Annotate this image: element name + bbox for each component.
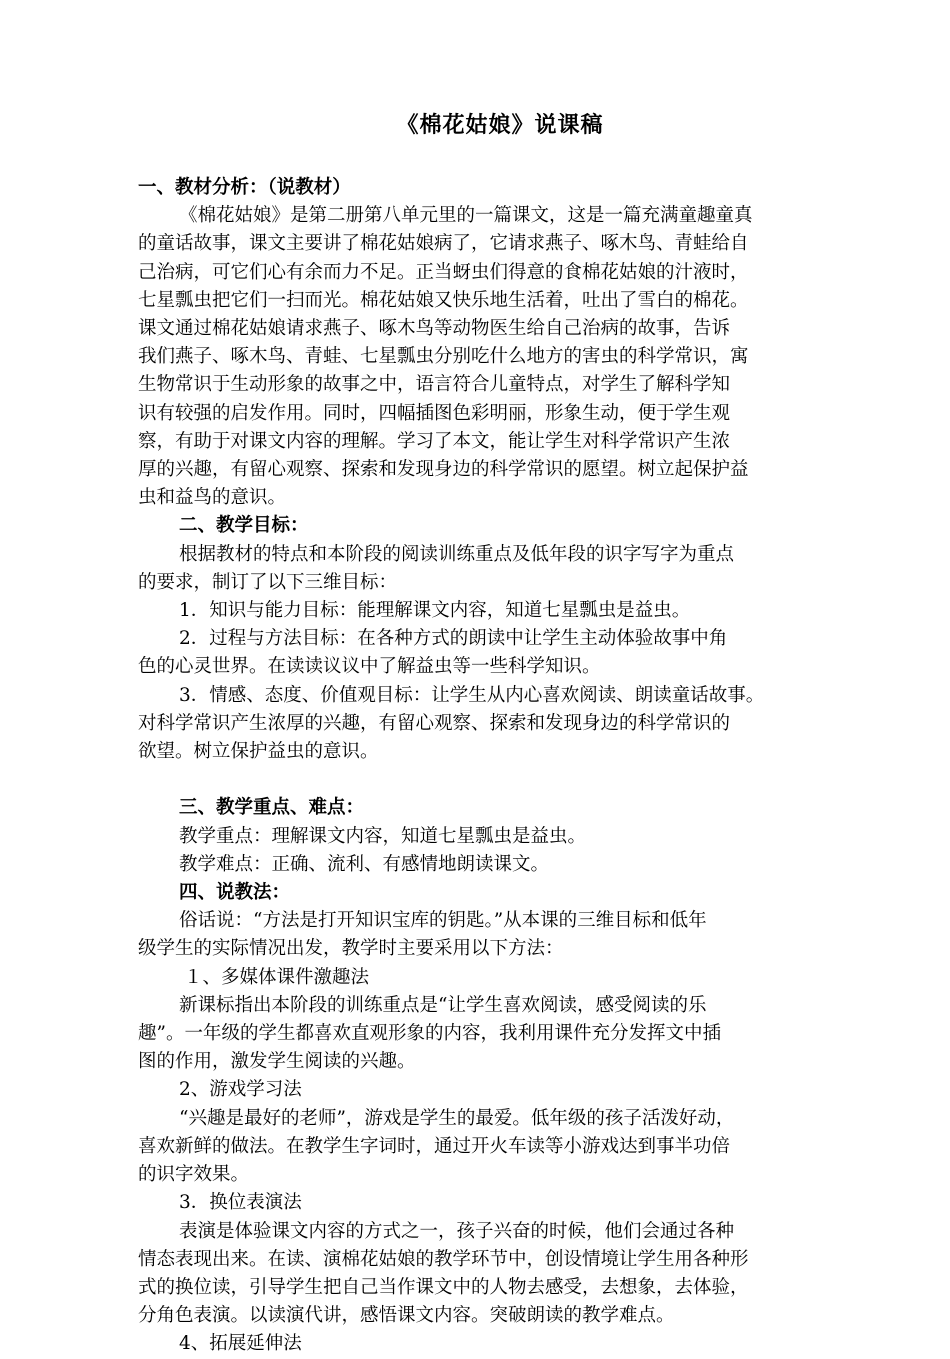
section-heading: 四、说教法： xyxy=(179,882,291,904)
body-line: 虫和益鸟的意识。 xyxy=(138,487,287,509)
body-line: 2．过程与方法目标：在各种方式的朗读中让学生主动体验故事中角 xyxy=(179,628,728,650)
body-line: 《棉花姑娘》是第二册第八单元里的一篇课文，这是一篇充满童趣童真 xyxy=(179,205,753,227)
body-line: 式的换位读，引导学生把自己当作课文中的人物去感受，去想象，去体验， xyxy=(138,1276,749,1298)
body-line: 对科学常识产生浓厚的兴趣，有留心观察、探索和发现身边的科学常识的 xyxy=(138,712,731,734)
body-line: 3．换位表演法 xyxy=(179,1192,302,1214)
body-line: 3．情感、态度、价值观目标：让学生从内心喜欢阅读、朗读童话故事。 xyxy=(179,684,765,706)
body-line: 根据教材的特点和本阶段的阅读训练重点及低年段的识字写字为重点 xyxy=(179,543,735,565)
body-line: 级学生的实际情况出发，教学时主要采用以下方法： xyxy=(138,938,564,960)
body-line: 图的作用，激发学生阅读的兴趣。 xyxy=(138,1051,416,1073)
body-line: 色的心灵世界。在读读议议中了解益虫等一些科学知识。 xyxy=(138,656,601,678)
section-heading: 一、教材分析：（说教材） xyxy=(138,177,351,198)
body-line: 的要求，制订了以下三维目标： xyxy=(138,571,398,593)
body-line: “兴趣是最好的老师”，游戏是学生的最爱。低年级的孩子活泼好动， xyxy=(179,1107,735,1129)
document-body xyxy=(138,174,862,1359)
body-line: 趣”。一年级的学生都喜欢直观形象的内容，我利用课件充分发挥文中插 xyxy=(138,1023,721,1045)
body-line: １、多媒体课件激趣法 xyxy=(184,966,370,988)
body-line: 己治病，可它们心有余而力不足。正当蚜虫们得意的食棉花姑娘的汁液时， xyxy=(138,261,749,283)
body-line: 俗话说：“方法是打开知识宝库的钥匙。”从本课的三维目标和低年 xyxy=(179,910,707,932)
body-line: 教学难点：正确、流利、有感情地朗读课文。 xyxy=(179,853,550,875)
body-line: 新课标指出本阶段的训练重点是“让学生喜欢阅读，感受阅读的乐 xyxy=(179,994,707,1016)
blank-line xyxy=(138,766,862,794)
document-page xyxy=(138,108,862,1359)
body-line: 识有较强的启发作用。同时，四幅插图色彩明丽，形象生动，便于学生观 xyxy=(138,402,731,424)
body-line: 分角色表演。以读演代讲，感悟课文内容。突破朗读的教学难点。 xyxy=(138,1305,675,1327)
body-line: 情态表现出来。在读、演棉花姑娘的教学环节中，创设情境让学生用各种形 xyxy=(138,1248,749,1270)
body-line: 七星瓢虫把它们一扫而光。棉花姑娘又快乐地生活着，吐出了雪白的棉花。 xyxy=(138,289,749,311)
body-line: 生物常识于生动形象的故事之中，语言符合儿童特点，对学生了解科学知 xyxy=(138,374,731,396)
section-heading: 三、教学重点、难点： xyxy=(179,797,365,819)
body-line: 的识字效果。 xyxy=(138,1164,250,1186)
body-line: 教学重点：理解课文内容，知道七星瓢虫是益虫。 xyxy=(179,825,587,847)
body-line: 1．知识与能力目标：能理解课文内容，知道七星瓢虫是益虫。 xyxy=(179,600,691,622)
body-line: 我们燕子、啄木鸟、青蛙、七星瓢虫分别吃什么地方的害虫的科学常识，寓 xyxy=(138,346,749,368)
body-line: 欲望。树立保护益虫的意识。 xyxy=(138,741,379,763)
section-heading: 二、教学目标： xyxy=(179,515,309,537)
body-line: 厚的兴趣，有留心观察、探索和发现身边的科学常识的愿望。树立起保护益 xyxy=(138,459,749,481)
body-line: 察，有助于对课文内容的理解。学习了本文，能让学生对科学常识产生浓 xyxy=(138,430,731,452)
document-title: 《棉花姑娘》说课稿 xyxy=(396,112,604,138)
body-line: 喜欢新鲜的做法。在教学生字词时，通过开火车读等小游戏达到事半功倍 xyxy=(138,1135,731,1157)
body-line: 4、拓展延伸法 xyxy=(179,1333,302,1355)
body-line: 2、游戏学习法 xyxy=(179,1079,302,1101)
body-line: 的童话故事，课文主要讲了棉花姑娘病了，它请求燕子、啄木鸟、青蛙给自 xyxy=(138,233,749,255)
body-line: 课文通过棉花姑娘请求燕子、啄木鸟等动物医生给自己治病的故事，告诉 xyxy=(138,318,731,340)
body-line: 表演是体验课文内容的方式之一，孩子兴奋的时候，他们会通过各种 xyxy=(179,1220,735,1242)
